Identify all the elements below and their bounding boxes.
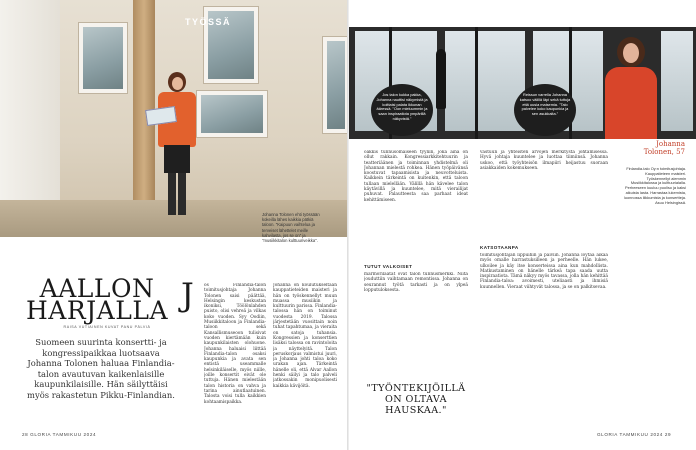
- body-column-3b: marmorilaatat ovat talon tunnusmerkki. Niitä jouduttiin vaihtamaan remontissa. Johanna on seurannut työtä tarkasti ja on ylpeä lopputuloksesta.: [364, 272, 468, 293]
- subhead-tutut-valkoiset: TUTUT VALKOISET: [364, 264, 413, 269]
- framed-picture: [196, 90, 268, 138]
- photo-caption: Johanna Tolonen ehti työssään kokeilla lähes kaikkia pätkiä taloon. "Kaipuun vaihtelua ja terveiset lähettelet meille kahvilasta, jos se on" ja "musiikkitalon kulttuuriveikka".: [262, 212, 320, 244]
- left-page-photo: [0, 0, 347, 237]
- page-folio-left: 28 GLORIA TAMMIKUU 2024: [22, 432, 97, 437]
- pull-quote: "TYÖNTEKIJÖILLÄ ON OLTAVA HAUSKAA.": [366, 383, 466, 416]
- window-pane: [661, 31, 693, 131]
- byline: RAISA VUTIAINEN KUVAT PANU PÄLVIÄ: [63, 325, 151, 329]
- body-column-2: Johanna on koulutukseltaan kauppatieteiden maisteri ja hän on työskennellyt muun muassa musiikin ja kulttuurin parissa. Finlandia-talossa hän on toiminut vuodesta 2019. Talossa järjestetään vuosittain noin tuhat tapahtumaa, ja vieraita on satoja tuhansia. Kongressien ja konserttien lisäksi talossa on ravintoloita ja näyttelyitä. Talon peruskorjaus valmistui juuri, ja Johanna johti taloa koko urakan ajan. Tärkeintä hänelle oli, että Alvar Aallon henki säilyi ja talo palveli jatkossakin monipuolisesti kaikkia kävijöitä.: [273, 283, 337, 389]
- body-column-4: vastuun ja yhteisten arvojen merkitystä johtamisessa. Hyvä johtaja kuuntelee ja luottaa tiimiinsä. Johanna uskoo, että työyhteisön ilmapiiri heijastuu suoraan asiakkaiden kokemukseen.: [480, 150, 608, 171]
- body-column-4b: toimitusjohtajan lippuihin ja päiviin. Johanna löytää aikaa myös omalle harrastuksilleen ja perheelle. Hän lukee, ulkoilee ja käy itse konserteissa aina kun mahdollista. Matkustaminen on hänelle tärkeä tapa saada uutta inspiraatiota. Tämä näkyy myös tavassa, jolla hän kehittää Finlandia-taloa: avoimesti, uteliaasti ja ihmisiä kuunnellen. Vieraat viihtyvät talossa, ja se on palkitsevaa.: [480, 253, 608, 290]
- woman-figure: [152, 72, 202, 222]
- headline: AALLON HARJALLA: [25, 274, 168, 325]
- section-label: TYÖSSÄ: [185, 17, 232, 27]
- sidebar-bio: Finlandia-talo Oy:n toimitusjohtaja. Kauppatieteen maisteri. Työskennellyt aiemmin Musiikkitalossa ja kulttuurialalla. Perheeseen kuuluu puoliso ja kaksi aikuista lasta. Harrastaa lukemista, luonnossa liikkumista ja konsertteja. Asuu Helsingissä.: [623, 166, 686, 205]
- page-folio-right: GLORIA TAMMIKUU 2024 29: [597, 432, 672, 437]
- framed-picture: [78, 22, 128, 94]
- framed-picture: [322, 36, 347, 134]
- body-column-1: os Finlandia-talon toimitusjohtaja Johanna Tolonen saisi päättää, Helsingin keskustan ikoniksi, Töölönlahden puisto, olisi vehreä ja vilkas koko vuoden. Syy Oodiin, Musiikkitaloon ja Finlandia-taloon sekä Kansallismuseoon tulisivat vuoden kiertämään kuin kaupunkilaisten olohuone. Johanna haluaisi liittää Finlandia-talon osaksi kaupunkia ja avata sen entistä useammalle helsinkiläiselle, myös niille, joille konsertit eivät ole tuttuja. Hänen mielestään talon historia on vahva ja tarina ainutlaatuinen. Talosta voisi tulla kaikkien kohtaamispaikka.: [204, 283, 266, 405]
- photo-caption-left: Jos talon kukka pakka, Johanna nauttisi näkymistä ja koittaisi palata ikkunan ääressä. "Oon mieluummin ja saan inspiraatiota ympärillä näkyvistä.": [371, 84, 433, 136]
- window-pane: [445, 31, 525, 131]
- silhouette-figure: [436, 49, 446, 109]
- drop-cap: J: [181, 276, 194, 314]
- photo-caption-right: Reissun varrella Johanna katsoo välillä läpi sekä tuttuja että uusia maisemia. "Talo palvelee koko kaupunkia ja sen asukkaita.": [514, 84, 576, 136]
- subhead-katsotaanpa: KATSOTAANPA: [480, 245, 519, 250]
- sidebar-name: Johanna Tolonen, 57: [643, 140, 685, 156]
- body-column-3: oakkis tunnusomaiseen tyyliin, joka aina on ollut rakkain. Kongressiarkkitehtuurin ja teatteriäänen ja toiminnan yhdistelmä oli Johannan mielestä rohkea. Hänen työpäivänsä koostuvat tapaamisista ja neuvotteluista. Kaikkein tärkeintä on kuitenkin, että taloon tullaan mielellään. Välillä hän kävelee talon käytävillä ja kuuntelee, mitä vierailijat puhuvat. Palautteesta saa parhaat ideat kehittämiseen.: [364, 150, 468, 203]
- ingress: Suomeen suurinta konsertti- ja kongressipaikkaa luotsaava Johanna Tolonen haluaa Finlandia-talon avautuvan kaikenlaisille kaupunkilaisille. Hän säilyttäisi myös rakastetun Pikku-Finlandian.: [27, 337, 175, 400]
- woman-portrait: [603, 37, 659, 139]
